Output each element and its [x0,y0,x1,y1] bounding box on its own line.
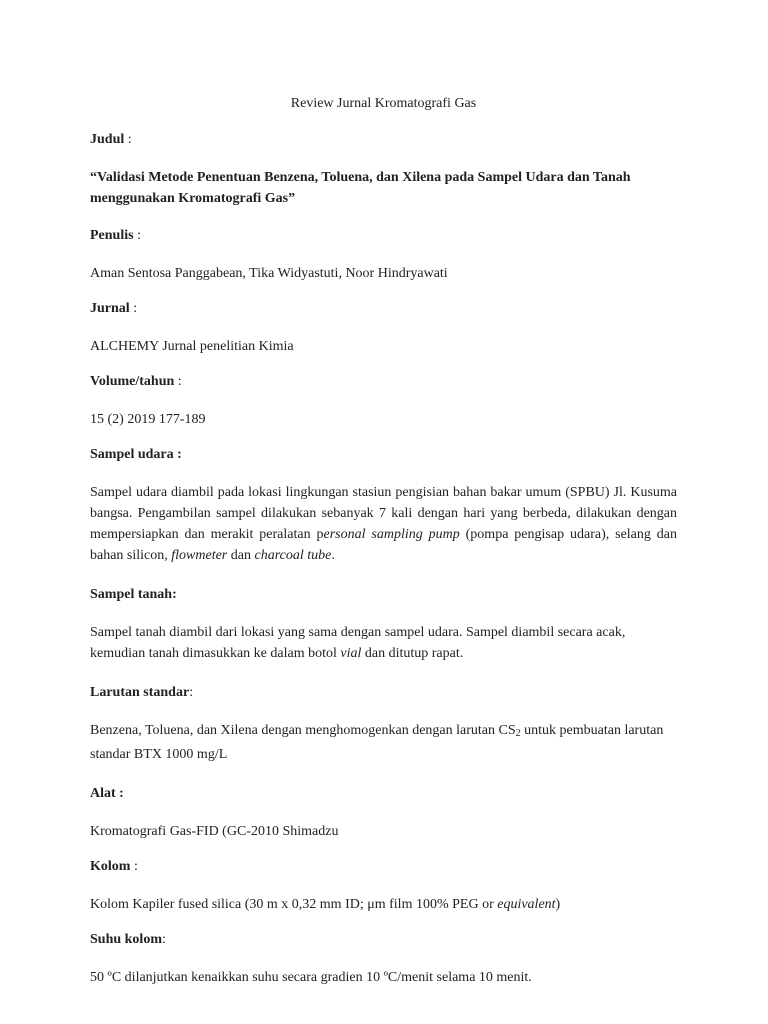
sampel-udara-italic-3: charcoal tube [254,548,332,563]
volume-colon: : [174,374,182,389]
sampel-udara-italic-2: flowmeter [171,548,228,563]
volume-text: 15 (2) 2019 177-189 [90,412,206,427]
suhu-kolom-label: Suhu kolom [90,932,162,947]
kolom-italic-1: equivalent [497,897,556,912]
sampel-tanah-heading [90,586,677,604]
jurnal-heading [90,300,677,318]
penulis-label: Penulis [90,228,134,243]
sampel-tanah-label: Sampel tanah: [90,587,177,602]
jurnal-colon: : [129,301,138,316]
document-page [90,95,677,1008]
jurnal-text: ALCHEMY Jurnal penelitian Kimia [90,339,294,354]
larutan-standar-colon: : [189,685,194,700]
volume-label: Volume/tahun [90,374,175,389]
sampel-tanah-text-2: dan ditutup rapat. [361,646,464,661]
kolom-colon: : [130,859,138,874]
sampel-udara-text-3: dan [227,548,255,563]
sampel-udara-text-4: . [331,548,335,563]
sampel-udara-text-1: Sampel udara diambil pada lokasi lingkungan stasiun pengisian bahan bakar umum (SPBU) Jl. Kusuma bangsa. Pengambilan sampel dilakukan sebanyak 7 kali dengan hari yang berbeda, dilakukan dengan mempersiapkan dan merakit peralatan p [90,485,677,542]
judul-heading [90,131,677,149]
penulis-text: Aman Sentosa Panggabean, Tika Widyastuti, Noor Hindryawati [90,266,448,281]
penulis-colon: : [133,228,141,243]
volume-heading [90,373,677,391]
sampel-tanah-italic-1: vial [340,646,362,661]
kolom-label: Kolom [90,859,131,874]
document-title: Review Jurnal Kromatografi Gas [290,96,477,111]
judul-text: “Validasi Metode Penentuan Benzena, Toluena, dan Xilena pada Sampel Udara dan Tanah menggunakan Kromatografi Gas” [90,170,631,206]
judul-label: Judul [90,132,125,147]
larutan-standar-subscript: 2 [515,728,521,739]
jurnal-label: Jurnal [90,301,130,316]
kolom-text-1: Kolom Kapiler fused silica (30 m x 0,32 mm ID; μm film 100% PEG or [90,897,498,912]
sampel-udara-text [90,482,677,566]
sampel-tanah-text [90,622,677,664]
penulis-heading [90,227,677,245]
judul-colon: : [124,132,132,147]
kolom-text-2: ) [555,897,561,912]
sampel-udara-heading [90,446,677,464]
suhu-kolom-heading [90,931,677,949]
alat-heading [90,785,677,803]
kolom-text [90,894,677,915]
larutan-standar-text [90,720,677,765]
alat-label: Alat : [90,786,124,801]
larutan-standar-heading [90,684,677,702]
suhu-kolom-text: 50 ºC dilanjutkan kenaikkan suhu secara gradien 10 ºC/menit selama 10 menit. [90,970,532,985]
sampel-tanah-text-1: Sampel tanah diambil dari lokasi yang sama dengan sampel udara. Sampel diambil secara acak, kemudian tanah dimasukkan ke dalam botol [90,625,626,661]
kolom-heading [90,858,677,876]
larutan-standar-text-1: Benzena, Toluena, dan Xilena dengan menghomogenkan dengan larutan CS [90,723,516,738]
sampel-udara-text-2: (pompa pengisap udara), selang dan bahan silicon, [90,527,678,563]
larutan-standar-text-2: untuk pembuatan larutan standar BTX 1000 mg/L [90,723,664,762]
suhu-kolom-colon: : [161,932,166,947]
alat-text: Kromatografi Gas-FID (GC-2010 Shimadzu [90,824,339,839]
sampel-udara-label: Sampel udara : [90,447,182,462]
larutan-standar-label: Larutan standar [90,685,190,700]
sampel-udara-italic-1: ersonal sampling pump [323,527,460,542]
